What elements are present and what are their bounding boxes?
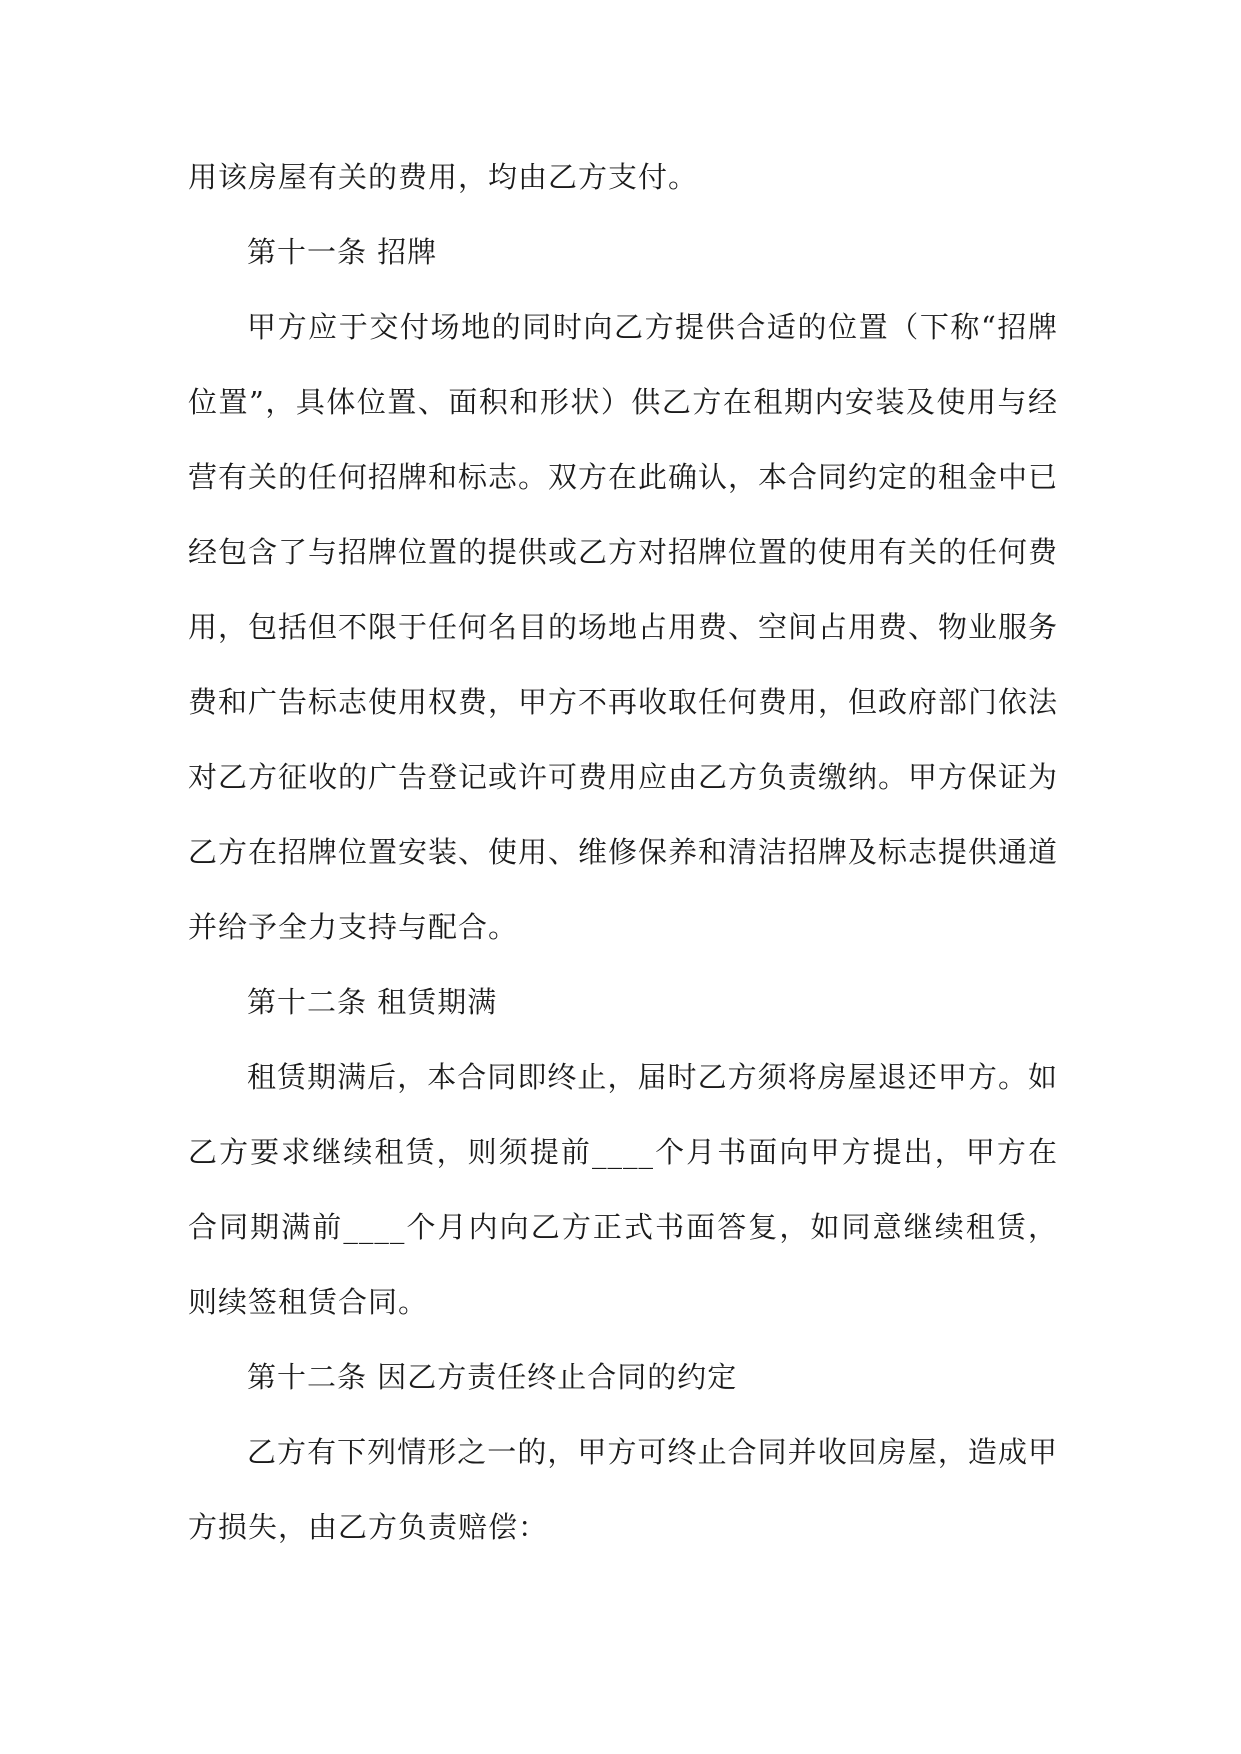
article-12b-heading: 第十二条 因乙方责任终止合同的约定 — [247, 1360, 738, 1394]
article-11-body: 甲方应于交付场地的同时向乙方提供合适的位置（下称“招牌位置”，具体位置、面积和形状）供乙方在租期内安装及使用与经营有关的任何招牌和标志。双方在此确认，本合同约定的租金中已经包含了与招牌位置的提供或乙方对招牌位置的使用有关的任何费用，包括但不限于任何名目的场地占用费、空间占用费、物业服务费和广告标志使用权费，甲方不再收取任何费用，但政府部门依法对乙方征收的广告登记或许可费用应由乙方负责缴纳。甲方保证为乙方在招牌位置安装、使用、维修保养和清洁招牌及标志提供通道并给予全力支持与配合。 — [188, 310, 1059, 944]
paragraph-fee-continuation: 用该房屋有关的费用，均由乙方支付。 — [188, 160, 699, 194]
article-12-body: 租赁期满后，本合同即终止，届时乙方须将房屋退还甲方。如乙方要求继续租赁，则须提前____个月书面向甲方提出，甲方在合同期满前____个月内向乙方正式书面答复，如同意继续租赁，则续签租赁合同。 — [188, 1060, 1058, 1319]
article-12b-body: 乙方有下列情形之一的，甲方可终止合同并收回房屋，造成甲方损失，由乙方负责赔偿： — [188, 1435, 1058, 1544]
document-body — [188, 140, 1058, 1565]
article-12-heading: 第十二条 租赁期满 — [247, 985, 498, 1019]
article-11-heading: 第十一条 招牌 — [247, 235, 438, 269]
